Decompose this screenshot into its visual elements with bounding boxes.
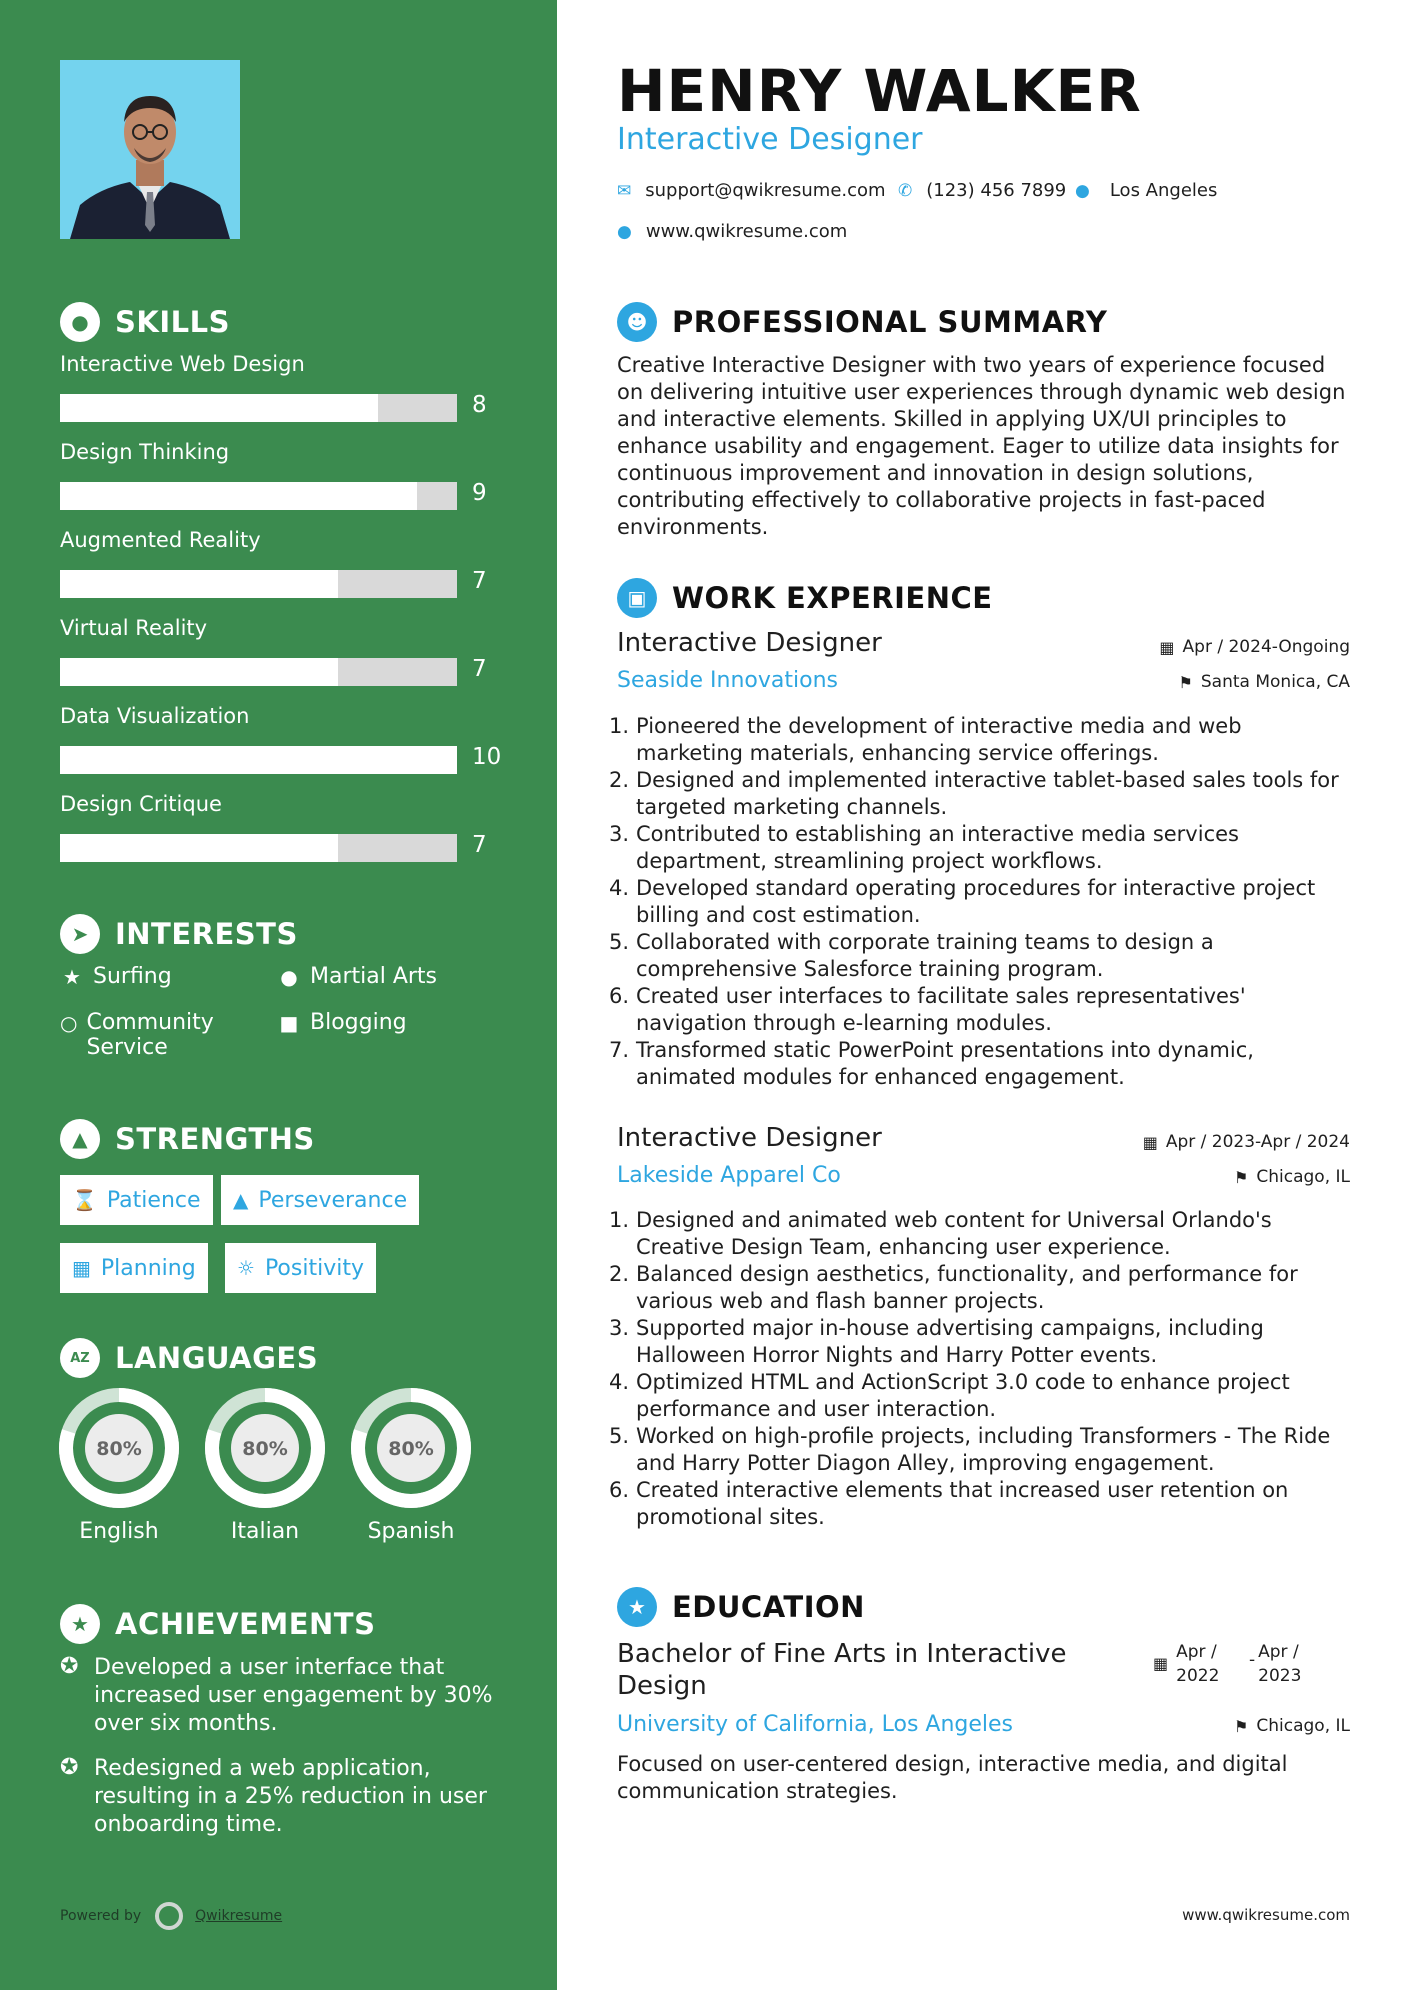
- language-item: 80% English: [58, 1387, 180, 1544]
- skill-bar: [60, 834, 457, 862]
- list-item: 4. Developed standard operating procedures for interactive project billing and cost estimation.: [609, 876, 1316, 927]
- language-ring: [350, 1387, 472, 1509]
- education-location: ⚑ Chicago, IL: [1234, 1716, 1350, 1736]
- job-title: Interactive Designer: [617, 628, 882, 658]
- list-item: 2. Designed and implemented interactive tablet-based sales tools for targeted marketing channels.: [609, 768, 1339, 819]
- calendar-icon: ▦: [1142, 1132, 1158, 1152]
- education-heading: ★ EDUCATION: [617, 1587, 865, 1627]
- office-chair-icon: ▣: [617, 578, 657, 618]
- skill-item: Design Critique 7: [60, 792, 500, 816]
- achievements-heading: ★ ACHIEVEMENTS: [60, 1604, 375, 1644]
- pushpin-icon: ⚑: [1178, 672, 1193, 692]
- languages-heading: AZ LANGUAGES: [60, 1338, 318, 1378]
- strength-chip: ▦ Planning: [60, 1243, 208, 1293]
- language-icon: AZ: [60, 1338, 100, 1378]
- interest-item: ○ Community Service: [60, 1010, 214, 1060]
- education-description: Focused on user-centered design, interactive media, and digital communication strategies.: [617, 1752, 1288, 1803]
- svg-text:80%: 80%: [96, 1438, 142, 1460]
- calendar-icon: ▦: [72, 1256, 91, 1280]
- list-item: 3. Contributed to establishing an interactive media services department, streamlining project workflows.: [609, 822, 1239, 873]
- contact-location: ● Los Angeles: [1075, 180, 1218, 201]
- language-item: 80% Spanish: [350, 1387, 472, 1544]
- language-item: 80% Italian: [204, 1387, 326, 1544]
- candidate-name: HENRY WALKER: [617, 57, 1142, 125]
- fist-icon: ▲: [60, 1119, 100, 1159]
- star-burst-icon: ✪: [60, 1654, 79, 1679]
- language-ring: [204, 1387, 326, 1509]
- skill-item: Augmented Reality 7: [60, 528, 500, 552]
- skill-item: Interactive Web Design 8: [60, 352, 500, 376]
- list-item: 7. Transformed static PowerPoint presentations into dynamic, animated modules for enhanced engagement.: [609, 1038, 1254, 1089]
- contact-email: [617, 180, 886, 201]
- globe-icon: ●: [617, 221, 632, 242]
- skill-bar: [60, 482, 457, 510]
- interest-item: ★ Surfing: [60, 964, 172, 990]
- qwikresume-link[interactable]: Qwikresume: [195, 1908, 283, 1924]
- star-burst-icon: ✪: [60, 1755, 79, 1780]
- website-link[interactable]: www.qwikresume.com: [645, 221, 848, 242]
- email-link[interactable]: support@qwikresume.com: [645, 180, 886, 201]
- svg-text:80%: 80%: [388, 1438, 434, 1460]
- sidebar: [0, 0, 557, 1990]
- interest-item: ● Martial Arts: [277, 964, 437, 990]
- envelope-icon: ✉: [617, 180, 632, 201]
- contact-phone: ✆ (123) 456 7899: [898, 180, 1067, 201]
- job-company: Seaside Innovations: [617, 668, 838, 693]
- job-company: Lakeside Apparel Co: [617, 1163, 841, 1188]
- list-item: 3. Supported major in-house advertising campaigns, including Halloween Horror Nights and Harry Potter events.: [609, 1316, 1264, 1367]
- job-title: Interactive Designer: [617, 1123, 882, 1153]
- summary-heading: ☻ PROFESSIONAL SUMMARY: [617, 302, 1107, 342]
- candidate-role: Interactive Designer: [617, 122, 923, 157]
- calendar-icon: ▦: [1153, 1654, 1169, 1673]
- skill-item: Design Thinking 9: [60, 440, 500, 464]
- list-item: 5. Collaborated with corporate training teams to design a comprehensive Salesforce training program.: [609, 930, 1214, 981]
- achievement-item: ✪ Developed a user interface that increased user engagement by 30% over six months.: [60, 1654, 493, 1736]
- language-ring: [58, 1387, 180, 1509]
- user-icon: ☻: [617, 302, 657, 342]
- skill-bar: [60, 570, 457, 598]
- skill-item: Data Visualization 10: [60, 704, 500, 728]
- list-item: 5. Worked on high-profile projects, including Transformers - The Ride and Harry Potter Diagon Alley, improving engagement.: [609, 1424, 1331, 1475]
- globe-icon: ●: [280, 965, 298, 989]
- interest-item: ■ Blogging: [277, 1010, 407, 1036]
- skill-bar: [60, 394, 457, 422]
- map-pin-icon: ●: [1075, 180, 1090, 201]
- list-item: 1. Pioneered the development of interactive media and web marketing materials, enhancing service offerings.: [609, 714, 1242, 765]
- skills-heading: ● SKILLS: [60, 302, 230, 342]
- list-item: 6. Created user interfaces to facilitate sales representatives' navigation through e-learning modules.: [609, 984, 1246, 1035]
- qwikresume-logo-icon: [155, 1902, 183, 1930]
- graduate-icon: ★: [617, 1587, 657, 1627]
- degree-title: Bachelor of Fine Arts in Interactive Design: [617, 1639, 1067, 1701]
- calendar-icon: ▦: [1159, 637, 1175, 657]
- job-location: ⚑ Chicago, IL: [1234, 1167, 1350, 1187]
- strength-chip: ▲ Perseverance: [221, 1175, 419, 1225]
- sun-icon: ☼: [237, 1256, 255, 1280]
- svg-text:80%: 80%: [242, 1438, 288, 1460]
- phone-icon: ✆: [898, 180, 913, 201]
- road-icon: ▲: [233, 1188, 249, 1212]
- star-icon: ★: [63, 965, 81, 989]
- list-item: 4. Optimized HTML and ActionScript 3.0 code to enhance project performance and user interaction.: [609, 1370, 1290, 1421]
- strength-chip: ⌛ Patience: [60, 1175, 213, 1225]
- education-dates: ▦ Apr / 2022 - Apr / 2023: [1153, 1642, 1302, 1686]
- paper-plane-icon: ➤: [60, 914, 100, 954]
- skill-bar: [60, 746, 457, 774]
- pushpin-icon: ⚑: [1234, 1167, 1249, 1187]
- hourglass-icon: ⌛: [72, 1188, 97, 1212]
- strengths-heading: ▲ STRENGTHS: [60, 1119, 315, 1159]
- job-responsibilities: [609, 1207, 1354, 1531]
- hand-icon: ○: [60, 1011, 78, 1035]
- users-icon: ■: [279, 1011, 299, 1035]
- skill-item: Virtual Reality 7: [60, 616, 500, 640]
- experience-heading: ▣ WORK EXPERIENCE: [617, 578, 993, 618]
- strength-chip: ☼ Positivity: [225, 1243, 376, 1293]
- list-item: 2. Balanced design aesthetics, functionality, and performance for various web and flash banner projects.: [609, 1262, 1298, 1313]
- school-name: University of California, Los Angeles: [617, 1712, 1014, 1737]
- achievement-item: ✪ Redesigned a web application, resulting in a 25% reduction in user onboarding time.: [60, 1755, 487, 1837]
- job-responsibilities: [609, 713, 1354, 1091]
- interests-heading: ➤ INTERESTS: [60, 914, 298, 954]
- lightbulb-icon: ●: [60, 302, 100, 342]
- job-dates: ▦ Apr / 2024-Ongoing: [1159, 637, 1350, 657]
- footer-url[interactable]: www.qwikresume.com: [1182, 1906, 1350, 1924]
- job-dates: ▦ Apr / 2023-Apr / 2024: [1142, 1132, 1350, 1152]
- list-item: 6. Created interactive elements that increased user retention on promotional sites.: [609, 1478, 1289, 1529]
- skill-bar: [60, 658, 457, 686]
- summary-text: Creative Interactive Designer with two years of experience focused on delivering intuitive user experiences through dynamic web design and interactive elements. Skilled in applying UX/UI principles to enhance usability and engagement. Eager to utilize data insights for continuous improvement and innovation in design solutions, contributing effectively to collaborative projects in fast-paced environments.: [617, 353, 1346, 539]
- contact-website: [617, 221, 847, 242]
- trophy-star-icon: ★: [60, 1604, 100, 1644]
- list-item: 1. Designed and animated web content for Universal Orlando's Creative Design Team, enhancing user experience.: [609, 1208, 1272, 1259]
- pushpin-icon: ⚑: [1234, 1716, 1249, 1736]
- profile-photo: [60, 60, 240, 239]
- powered-by: Powered by Qwikresume: [60, 1902, 282, 1930]
- job-location: ⚑ Santa Monica, CA: [1178, 672, 1350, 692]
